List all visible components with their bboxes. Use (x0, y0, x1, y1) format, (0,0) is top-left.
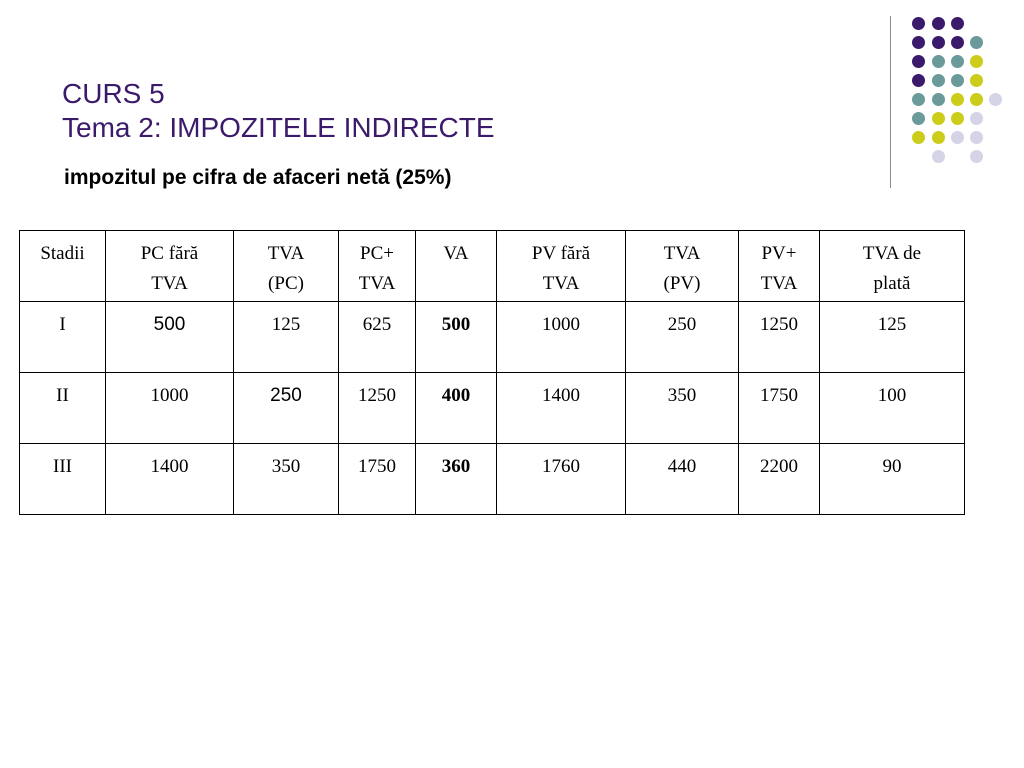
decorative-dot (932, 93, 945, 106)
table-cell: 250 (234, 373, 339, 444)
decorative-dot (912, 36, 925, 49)
header-cell (820, 231, 965, 302)
decorative-dot (970, 36, 983, 49)
decorative-dot (912, 17, 925, 30)
decorative-dot (932, 55, 945, 68)
table-cell: 1750 (739, 373, 820, 444)
decorative-dot (932, 150, 945, 163)
table-cell: 125 (234, 302, 339, 373)
table-cell: 250 (626, 302, 739, 373)
header-cell (20, 231, 106, 302)
decorative-dot (951, 74, 964, 87)
decorative-dot (951, 36, 964, 49)
decorative-dot (951, 131, 964, 144)
decorative-dot (951, 112, 964, 125)
decorative-dot (970, 74, 983, 87)
decorative-dot (932, 74, 945, 87)
header-cell (739, 231, 820, 302)
table-cell: 1000 (497, 302, 626, 373)
table-row (20, 373, 965, 444)
decorative-dot (970, 55, 983, 68)
header-text: TVA de plată (862, 243, 922, 294)
decorative-dot (932, 131, 945, 144)
header-text: PV+ TVA (760, 243, 798, 294)
table-cell: II (20, 373, 106, 444)
header-cell (416, 231, 497, 302)
table-cell: 2200 (739, 444, 820, 515)
header-text: PV fără TVA (531, 243, 591, 294)
header-cell (234, 231, 339, 302)
slide-title (62, 77, 495, 145)
decorative-dot (932, 112, 945, 125)
header-cell (626, 231, 739, 302)
decorative-dot (912, 55, 925, 68)
table-cell: 125 (820, 302, 965, 373)
decorative-dot (951, 55, 964, 68)
table-row (20, 444, 965, 515)
header-cell (497, 231, 626, 302)
header-text: VA (443, 243, 469, 264)
decorative-dot (970, 150, 983, 163)
decorative-dot (970, 112, 983, 125)
decorative-dot (932, 36, 945, 49)
decorative-dot (970, 131, 983, 144)
table-cell: 1400 (497, 373, 626, 444)
header-cell (339, 231, 416, 302)
table-cell: 1750 (339, 444, 416, 515)
table-cell: 360 (416, 444, 497, 515)
header-text: PC fără TVA (140, 243, 199, 294)
table-cell: 440 (626, 444, 739, 515)
decorative-dot (951, 17, 964, 30)
header-text: Stadii (40, 243, 85, 264)
title-line-2: Tema 2: IMPOZITELE INDIRECTE (62, 112, 495, 143)
decorative-dot (951, 93, 964, 106)
table-cell: 1250 (339, 373, 416, 444)
header-cell (106, 231, 234, 302)
table-cell: 1760 (497, 444, 626, 515)
table-cell: 350 (234, 444, 339, 515)
decorative-dot (932, 17, 945, 30)
table-cell: 400 (416, 373, 497, 444)
header-text: TVA (PV) (663, 243, 701, 294)
vat-table (19, 230, 965, 515)
table-cell: 625 (339, 302, 416, 373)
decorative-dot (912, 93, 925, 106)
decorative-dot (912, 131, 925, 144)
decorative-dot (970, 93, 983, 106)
table-cell: I (20, 302, 106, 373)
slide-subtitle: impozitul pe cifra de afaceri netă (25%) (64, 166, 452, 189)
table-cell: 1250 (739, 302, 820, 373)
table-cell: III (20, 444, 106, 515)
table-cell: 90 (820, 444, 965, 515)
table-cell: 1400 (106, 444, 234, 515)
header-text: TVA (PC) (267, 243, 305, 294)
table-cell: 100 (820, 373, 965, 444)
decorative-dot (989, 93, 1002, 106)
table-header-row (20, 231, 965, 302)
header-text: PC+ TVA (358, 243, 396, 294)
table-cell: 500 (106, 302, 234, 373)
table-cell: 500 (416, 302, 497, 373)
table-cell: 350 (626, 373, 739, 444)
decorative-dot (912, 112, 925, 125)
vertical-divider (890, 16, 891, 188)
decorative-dot (912, 74, 925, 87)
table-cell: 1000 (106, 373, 234, 444)
table-row (20, 302, 965, 373)
title-line-1: CURS 5 (62, 78, 165, 109)
